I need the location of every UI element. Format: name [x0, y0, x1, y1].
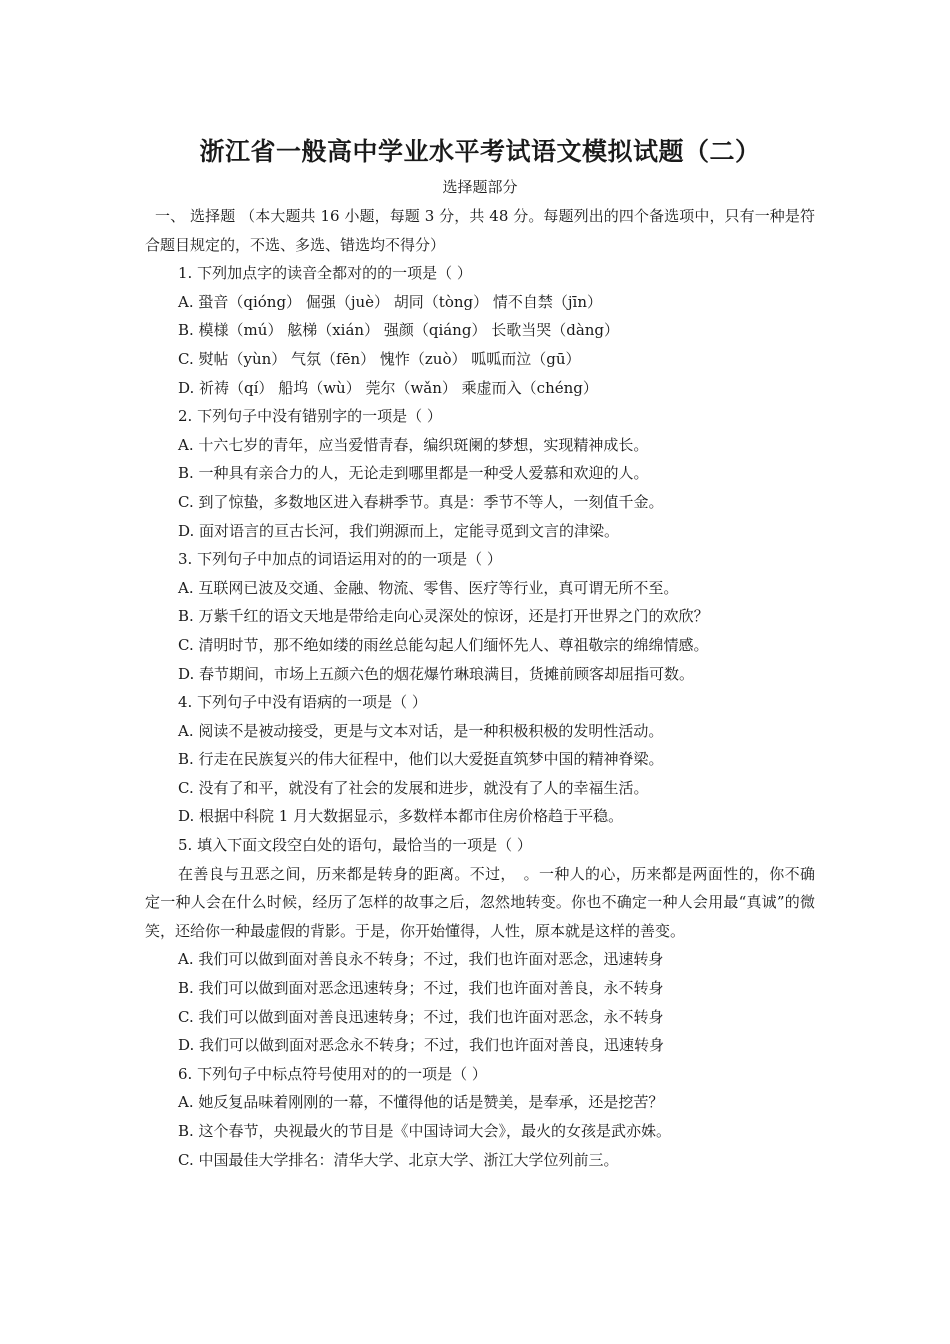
document-title: 浙江省一般高中学业水平考试语文模拟试题（二）	[199, 137, 761, 166]
question-2-option-b: B. 一种具有亲合力的人，无论走到哪里都是一种受人爱慕和欢迎的人。	[178, 464, 649, 483]
section-subtitle: 选择题部分	[442, 178, 518, 196]
question-5-option-b: B. 我们可以做到面对恶念迅速转身；不过，我们也许面对善良，永不转身	[178, 979, 664, 998]
question-2-option-d: D. 面对语言的亘古长河，我们朔源而上，定能寻觅到文言的津梁。	[178, 521, 620, 540]
section-heading: 一、 选择题 （本大题共 16 小题，每题 3 分，共 48 分。每题列出的四个备选项中，只有一种是符合题目规定的，不选、多选、错选均不得分）	[145, 207, 815, 254]
question-5-option-c: C. 我们可以做到面对善良迅速转身；不过，我们也许面对恶念，永不转身	[178, 1007, 664, 1026]
question-3-option-c: C. 清明时节，那不绝如缕的雨丝总能勾起人们缅怀先人、尊祖敬宗的绵绵情感。	[178, 635, 709, 654]
question-1-option-d: D. 祈祷（qí） 船坞（wù） 莞尔（wǎn） 乘虚而入（chéng）	[178, 378, 598, 397]
question-3-option-a: A. 互联网已波及交通、金融、物流、零售、医疗等行业，真可谓无所不至。	[178, 578, 679, 597]
question-stem-5: 5. 填入下面文段空白处的语句，最恰当的一项是（ ）	[178, 836, 532, 855]
question-5-passage: 在善良与丑恶之间，历来都是转身的距离。不过， 。一种人的心，历来都是两面性的，你不确定一种人会在什么时候，经历了怎样的故事之后，忽然地转变。你也不确定一种人会用最“真诚”的微笑，还给你一种最虚假的背影。于是，你开始懂得，人性，原本就是这样的善变。	[145, 864, 815, 940]
question-3-option-b: B. 万紫千红的语文天地是带给走向心灵深处的惊讶，还是打开世界之门的欢欣？	[178, 607, 709, 626]
document-body	[145, 202, 815, 1174]
question-6-option-a: A. 她反复品味着刚刚的一幕，不懂得他的话是赞美，是奉承，还是挖苦？	[178, 1093, 664, 1112]
question-stem-3: 3. 下列句子中加点的词语运用对的的一项是（ ）	[178, 550, 502, 569]
question-2-option-a: A. 十六七岁的青年，应当爱惜青春，编织斑阑的梦想，实现精神成长。	[178, 435, 649, 454]
question-stem-4: 4. 下列句子中没有语病的一项是（ ）	[178, 693, 427, 712]
question-4-option-a: A. 阅读不是被动接受，更是与文本对话，是一种积极积极的发明性活动。	[178, 721, 664, 740]
question-5-option-d: D. 我们可以做到面对恶念永不转身；不过，我们也许面对善良，迅速转身	[178, 1036, 665, 1055]
question-2-option-c: C. 到了惊蛰，多数地区进入春耕季节。真是：季节不等人，一刻值千金。	[178, 492, 664, 511]
question-6-option-c: C. 中国最佳大学排名：清华大学、北京大学、浙江大学位列前三。	[178, 1150, 619, 1169]
question-4-option-c: C. 没有了和平，就没有了社会的发展和进步，就没有了人的幸福生活。	[178, 778, 649, 797]
question-4-option-b: B. 行走在民族复兴的伟大征程中，他们以大爱挺直筑梦中国的精神脊梁。	[178, 750, 664, 769]
question-stem-2: 2. 下列句子中没有错别字的一项是（ ）	[178, 407, 442, 426]
question-6-option-b: B. 这个春节，央视最火的节目是《中国诗词大会》，最火的女孩是武亦姝。	[178, 1122, 672, 1140]
question-4-option-d: D. 根据中科院 1 月大数据显示，多数样本都市住房价格趋于平稳。	[178, 807, 624, 826]
question-stem-6: 6. 下列句子中标点符号使用对的的一项是（ ）	[178, 1064, 487, 1083]
question-1-option-c: C. 熨帖（yùn） 气氛（fēn） 愧怍（zuò） 呱呱而泣（gū）	[178, 349, 581, 368]
question-stem-1: 1. 下列加点字的读音全都对的的一项是（ ）	[178, 264, 472, 283]
question-1-option-a: A. 蛩音（qióng） 倔强（juè） 胡同（tòng） 情不自禁（jīn）	[178, 292, 602, 311]
question-3-option-d: D. 春节期间，市场上五颜六色的烟花爆竹琳琅满目，货摊前顾客却屈指可数。	[178, 664, 695, 683]
question-1-option-b: B. 模様（mú） 舷梯（xián） 强颜（qiáng） 长歌当哭（dàng）	[178, 321, 620, 340]
question-5-option-a: A. 我们可以做到面对善良永不转身；不过，我们也许面对恶念，迅速转身	[178, 950, 664, 969]
